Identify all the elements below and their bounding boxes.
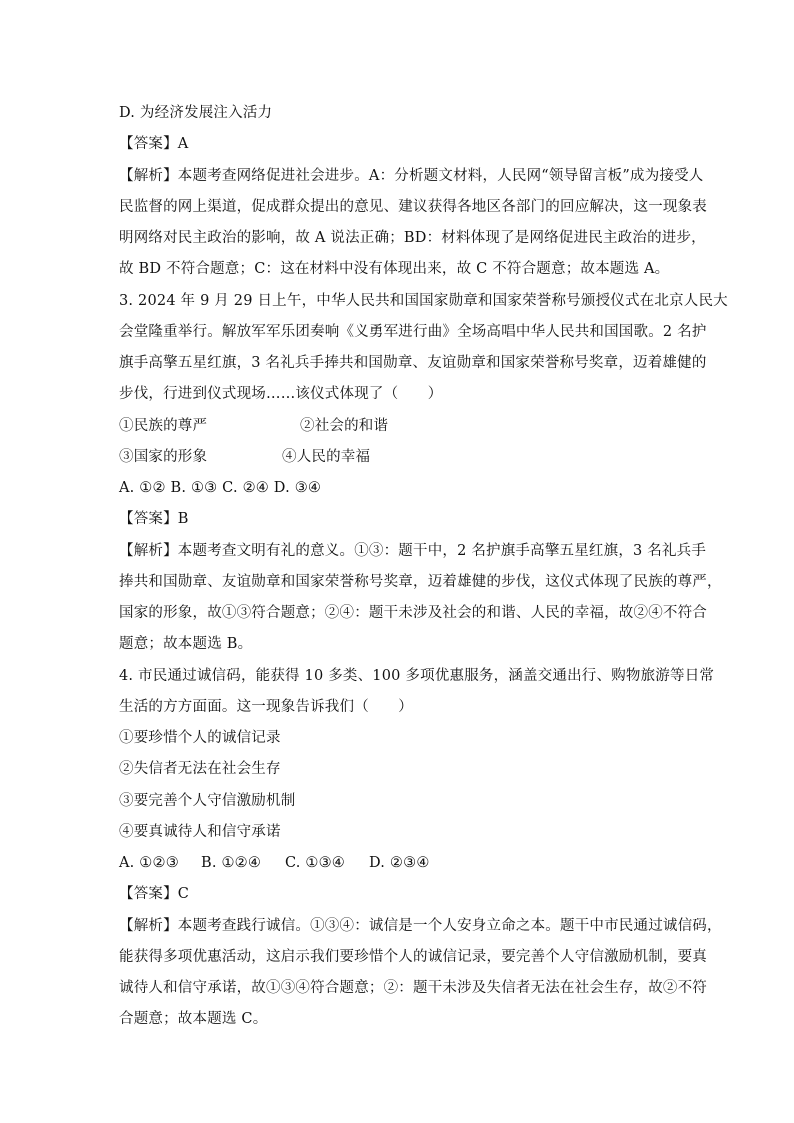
- q3-item: ④人民的幸福: [282, 449, 371, 465]
- q4-options: [119, 853, 430, 873]
- q2-answer: 【答案】A: [119, 136, 189, 152]
- q3-analysis-line: 【解析】本题考查文明有礼的意义。①③：题干中，2 名护旗手高擎五星红旗，3 名礼兵手: [119, 543, 707, 559]
- q4-item: ①要珍惜个人的诚信记录: [119, 730, 281, 746]
- q4-analysis-line: 【解析】本题考查践行诚信。①③④：诚信是一个人安身立命之本。题干中市民通过诚信码，: [119, 918, 722, 934]
- q2-option-d: D. 为经济发展注入活力: [119, 105, 273, 121]
- q3-item: ①民族的尊严: [119, 418, 208, 434]
- q4-option-b: B. ①②④: [201, 855, 262, 871]
- q3-item: ③国家的形象: [119, 449, 208, 465]
- q3-stem-line: 旗手高擎五星红旗，3 名礼兵手捧共和国勋章、友谊勋章和国家荣誉称号奖章，迈着雄健的: [119, 355, 707, 371]
- q3-stem-line: 会堂隆重举行。解放军军乐团奏响《义勇军进行曲》全场高唱中华人民共和国国歌。2 名护: [119, 324, 707, 340]
- q3-analysis-line: 题意；故本题选 B。: [119, 636, 253, 652]
- q4-item: ③要完善个人守信激励机制: [119, 793, 296, 809]
- q3-answer: 【答案】B: [119, 511, 189, 527]
- q4-stem-line: 4. 市民通过诚信码，能获得 10 多类、100 多项优惠服务，涵盖交通出行、购物旅游等日常: [119, 668, 715, 684]
- q3-analysis-line: 国家的形象，故①③符合题意；②④：题干未涉及社会的和谐、人民的幸福，故②④不符合: [119, 605, 707, 621]
- q4-analysis-line: 能获得多项优惠活动，这启示我们要珍惜个人的诚信记录，要完善个人守信激励机制，要真: [119, 949, 707, 965]
- q4-option-d: D. ②③④: [369, 855, 430, 871]
- q4-analysis-line: 合题意；故本题选 C。: [119, 1011, 268, 1027]
- q3-stem-line: 3. 2024 年 9 月 29 日上午，中华人民共和国国家勋章和国家荣誉称号颁授仪式在北京人民大: [119, 293, 728, 309]
- q2-analysis-line: 民监督的网上渠道，促成群众提出的意见、建议获得各地区各部门的回应解决，这一现象表: [119, 199, 707, 215]
- q4-answer: 【答案】C: [119, 886, 190, 902]
- q3-options: A. ①② B. ①③ C. ②④ D. ③④: [119, 480, 322, 496]
- q2-analysis-line: 明网络对民主政治的影响，故 A 说法正确；BD：材料体现了是网络促进民主政治的进步，: [119, 230, 706, 246]
- q3-item: ②社会的和谐: [300, 418, 389, 434]
- q4-analysis-line: 诚待人和信守承诺，故①③④符合题意；②：题干未涉及失信者无法在社会生存，故②不符: [119, 980, 707, 996]
- q3-analysis-line: 捧共和国勋章、友谊勋章和国家荣誉称号奖章，迈着雄健的步伐，这仪式体现了民族的尊严，: [119, 574, 722, 590]
- q4-option-c: C. ①③④: [285, 855, 345, 871]
- q3-stem-line: 步伐，行进到仪式现场……该仪式体现了（ ）: [119, 386, 443, 402]
- q2-analysis-line: 【解析】本题考查网络促进社会进步。A：分析题文材料，人民网“领导留言板”成为接受人: [119, 168, 704, 184]
- q4-option-a: A. ①②③: [119, 855, 179, 871]
- q4-item: ④要真诚待人和信守承诺: [119, 824, 281, 840]
- q4-item: ②失信者无法在社会生存: [119, 761, 281, 777]
- q2-analysis-line: 故 BD 不符合题意；C：这在材料中没有体现出来，故 C 不符合题意；故本题选 A。: [119, 261, 670, 277]
- q4-stem-line: 生活的方方面面。这一现象告诉我们（ ）: [119, 699, 413, 715]
